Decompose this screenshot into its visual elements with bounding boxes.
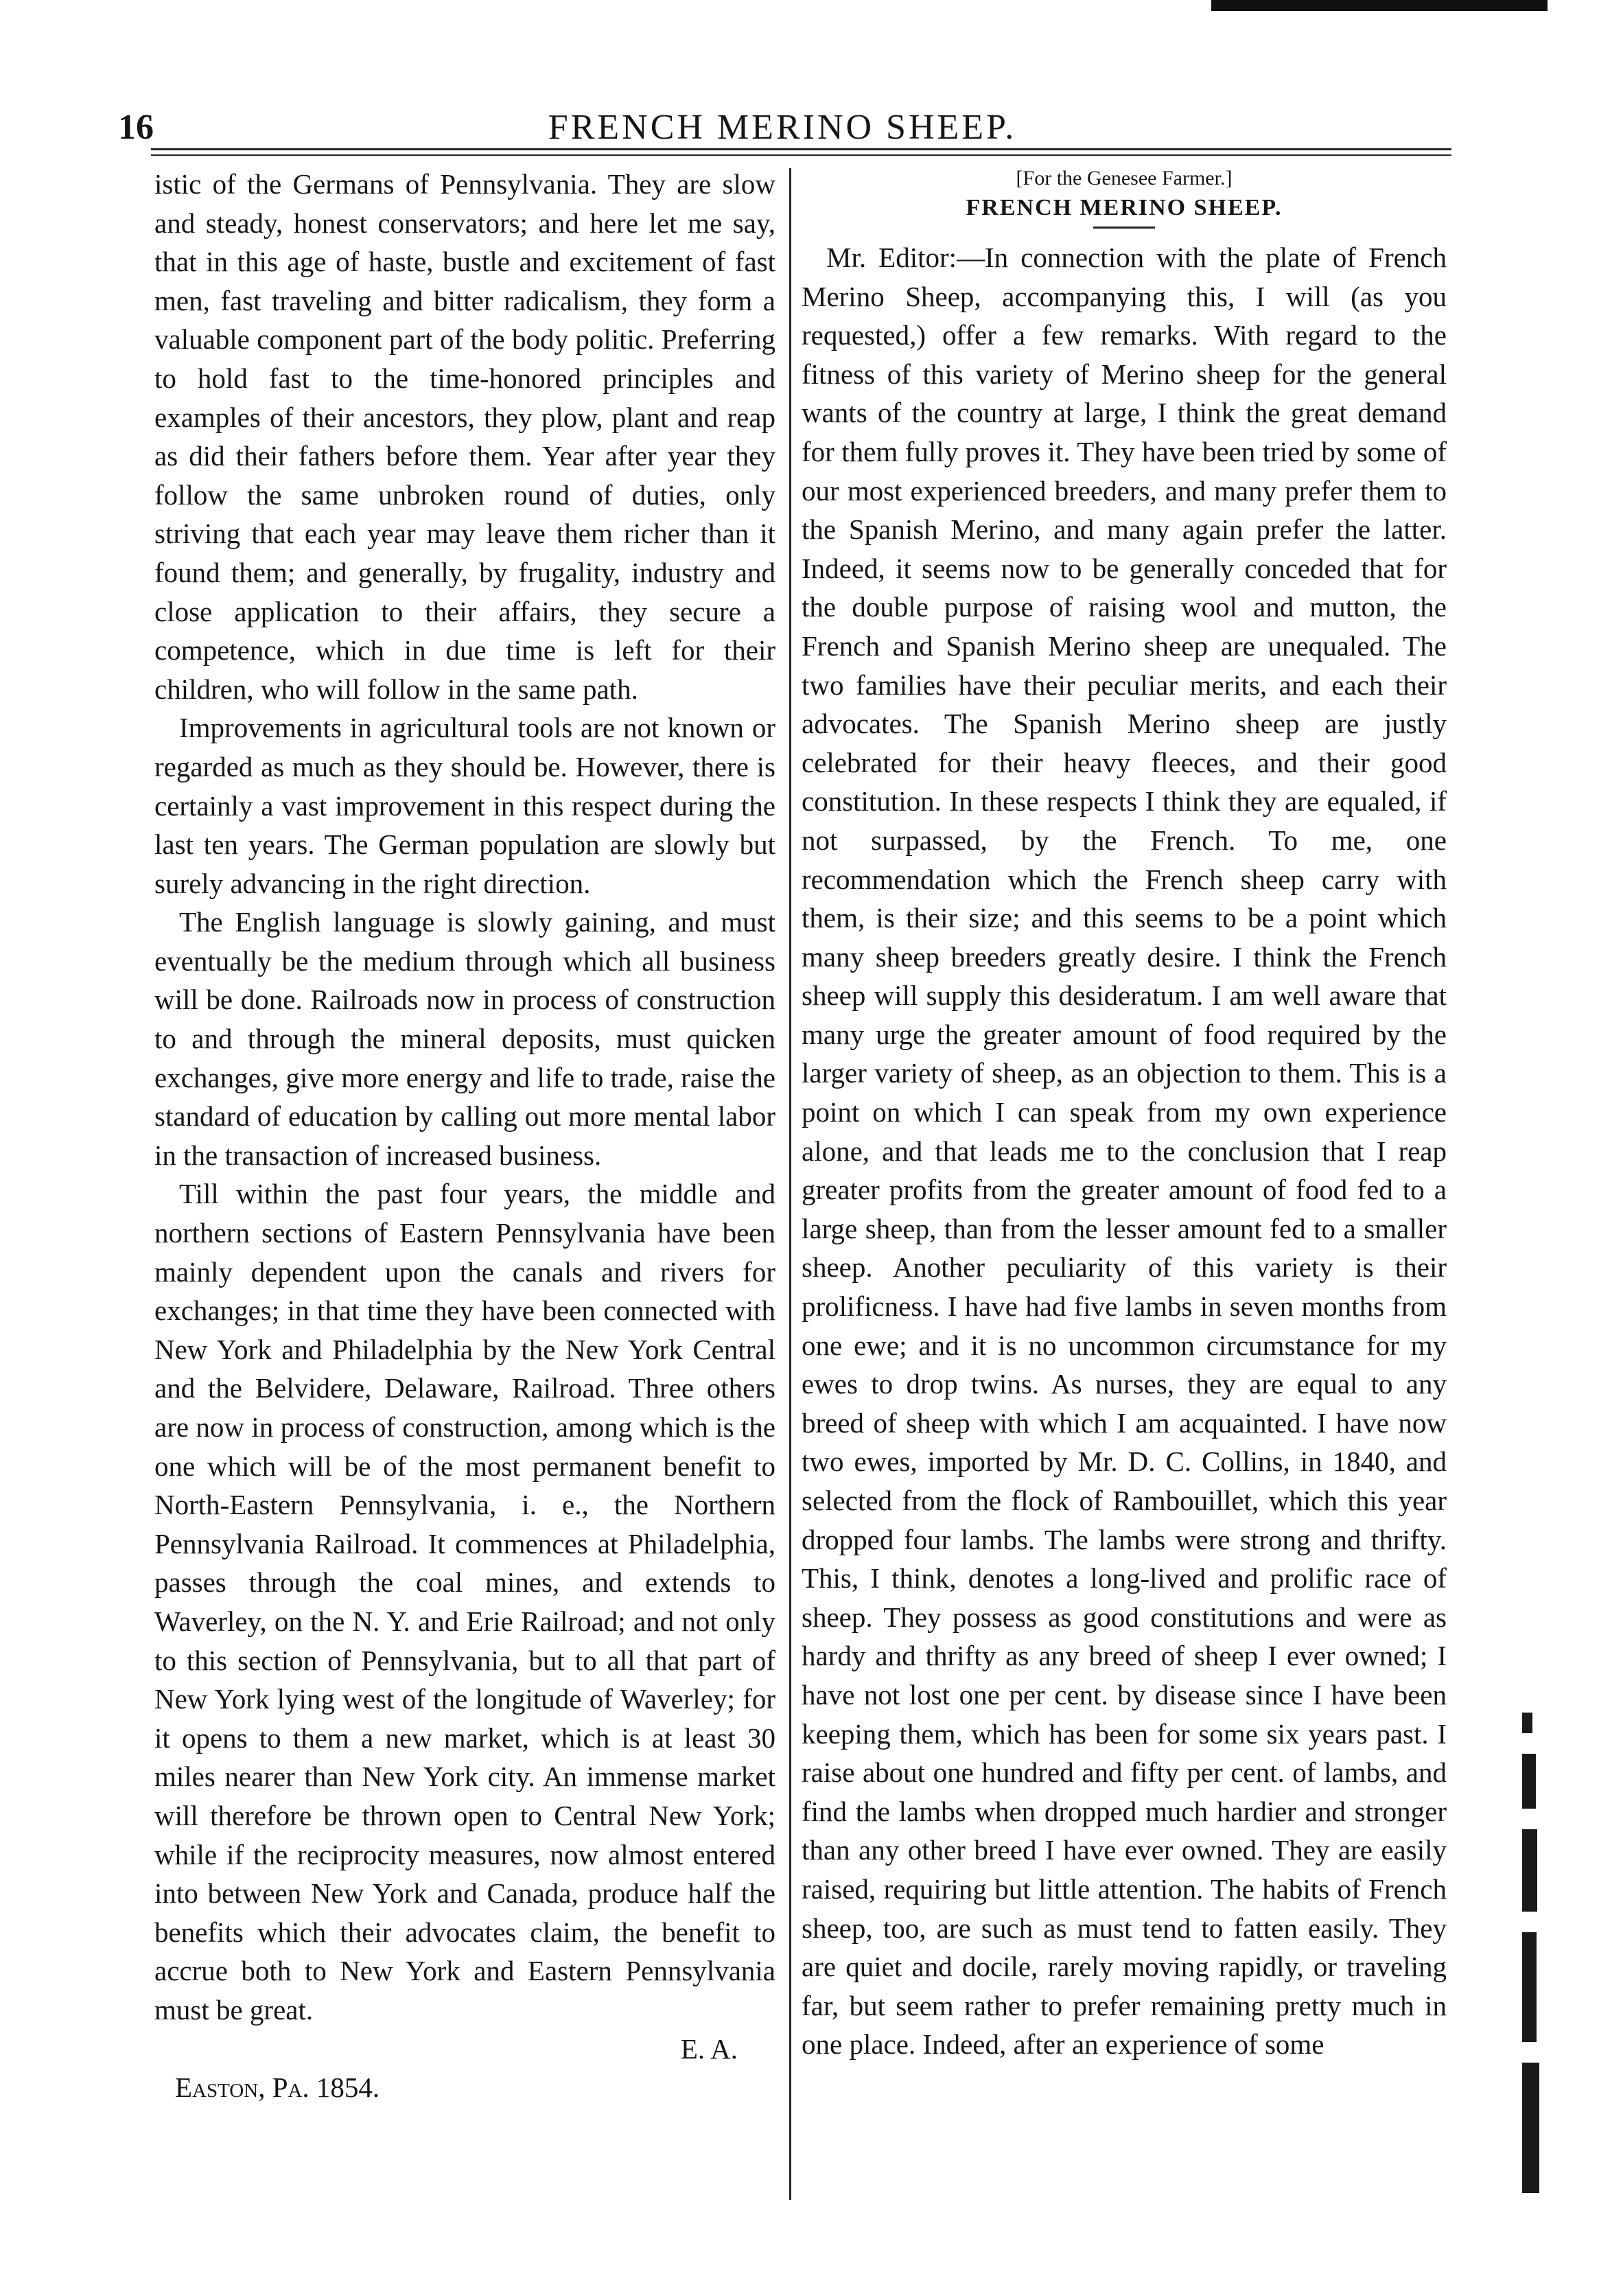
header-rule xyxy=(151,148,1451,156)
left-paragraph-3: The English language is slowly gaining, and must eventually be the medium through which all business will be done. Railroads now in process of construction to and through the mineral deposits, must quicken exchanges, give more energy and life to trade, raise the standard of education by calling out more mental labor in the transaction of increased business. xyxy=(154,906,775,1171)
left-column xyxy=(154,165,775,2107)
author-signature: E. A. xyxy=(680,2032,738,2065)
top-edge-rule xyxy=(1211,0,1548,11)
heading-rule xyxy=(1093,227,1155,229)
left-paragraph-1: istic of the Germans of Pennsylvania. They are slow and steady, honest conservators; and here let me say, that in this age of haste, bustle and excitement of fast men, fast traveling and bitter radicalism, they form a valuable component part of the body politic. Preferring to hold fast to the time-honored principles and examples of their ancestors, they plow, plant and reap as did their fathers before them. Year after year they follow the same unbroken round of duties, only striving that each year may leave them richer than it found them; and generally, by frugality, industry and close application to their affairs, they secure a competence, which in due time is left for their children, who will follow in the same path. xyxy=(154,168,775,705)
margin-print-marks xyxy=(1522,1713,1541,2193)
left-paragraph-2: Improvements in agricultural tools are not known or regarded as much as they should be. However, there is certainly a vast improvement in this respect during the last ten years. The German population are slowly but surely advancing in the right direction. xyxy=(154,712,775,899)
page-header xyxy=(110,96,1455,151)
source-line: [For the Genesee Farmer.] xyxy=(1016,167,1233,189)
right-column xyxy=(802,165,1447,2064)
article-heading: FRENCH MERINO SHEEP. xyxy=(966,195,1283,220)
article-body: Mr. Editor:—In connection with the plate of French Merino Sheep, accompanying this, I will (as you requested,) offer a few remarks. With regard to the fitness of this variety of Merino sheep for the general wants of the country at large, I think the great demand for them fully proves it. They have been tried by some of our most experienced breeders, and many prefer them to the Spanish Merino, and many again prefer the latter. Indeed, it seems now to be generally conceded that for the double purpose of raising wool and mutton, the French and Spanish Merino sheep are unequaled. The two families have their peculiar merits, and each their advocates. The Spanish Merino sheep are justly celebrated for their heavy fleeces, and their good constitution. In these respects I think they are equaled, if not surpassed, by the French. To me, one recommendation which the French sheep carry with them, is their size; and this seems to be a point which many sheep breeders greatly desire. I think the French sheep will supply this desideratum. I am well aware that many urge the greater amount of food required by the larger variety of sheep, as an objection to them. This is a point on which I can speak from my own experience alone, and that leads me to the conclusion that I reap greater profits from the greater amount of food fed to a large sheep, than from the lesser amount fed to a smaller sheep. Another peculiarity of this variety is their prolificness. I have had five lambs in seven months from one ewe; and it is no uncommon circumstance for my ewes to drop twins. As nurses, they are equal to any breed of sheep with which I am acquainted. I have now two ewes, imported by Mr. D. C. Collins, in 1840, and selected from the flock of Rambouillet, which this year dropped four lambs. The lambs were strong and thrifty. This, I think, denotes a long-lived and prolific race of sheep. They possess as good constitutions and were as hardy and thrifty as any breed of sheep I ever owned; I have not lost one per cent. by disease since I have been keeping them, which has been for some six years past. I raise about one hundred and fifty per cent. of lambs, and find the lambs when dropped much hardier and stronger than any other breed I have ever owned. They are easily raised, requiring but little attention. The habits of French sheep, too, are such as must tend to fatten easily. They are quiet and docile, rarely moving rapidly, or traveling far, but seem rather to prefer remaining pretty much in one place. Indeed, after an experience of some xyxy=(802,242,1447,2061)
column-divider xyxy=(789,168,791,2200)
running-title: FRENCH MERINO SHEEP. xyxy=(548,108,1017,147)
dateline: Easton, Pa. 1854. xyxy=(175,2072,380,2104)
page-number: 16 xyxy=(118,108,154,147)
left-paragraph-4: Till within the past four years, the middle and northern sections of Eastern Pennsylvania have been mainly dependent upon the canals and rivers for exchanges; in that time they have been connected with New York and Philadelphia by the New York Central and the Belvidere, Delaware, Railroad. Three others are now in process of construction, among which is the one which will be of the most permanent benefit to North-Eastern Pennsylvania, i. e., the Northern Pennsylvania Railroad. It commences at Philadelphia, passes through the coal mines, and extends to Waverley, on the N. Y. and Erie Railroad; and not only to this section of Pennsylvania, but to all that part of New York lying west of the longitude of Waverley; for it opens to them a new market, which is at least 30 miles nearer than New York city. An immense market will therefore be thrown open to Central New York; while if the reciprocity measures, now almost entered into between New York and Canada, produce half the benefits which their advocates claim, the benefit to accrue both to New York and Eastern Pennsylvania must be great. xyxy=(154,1178,775,2026)
